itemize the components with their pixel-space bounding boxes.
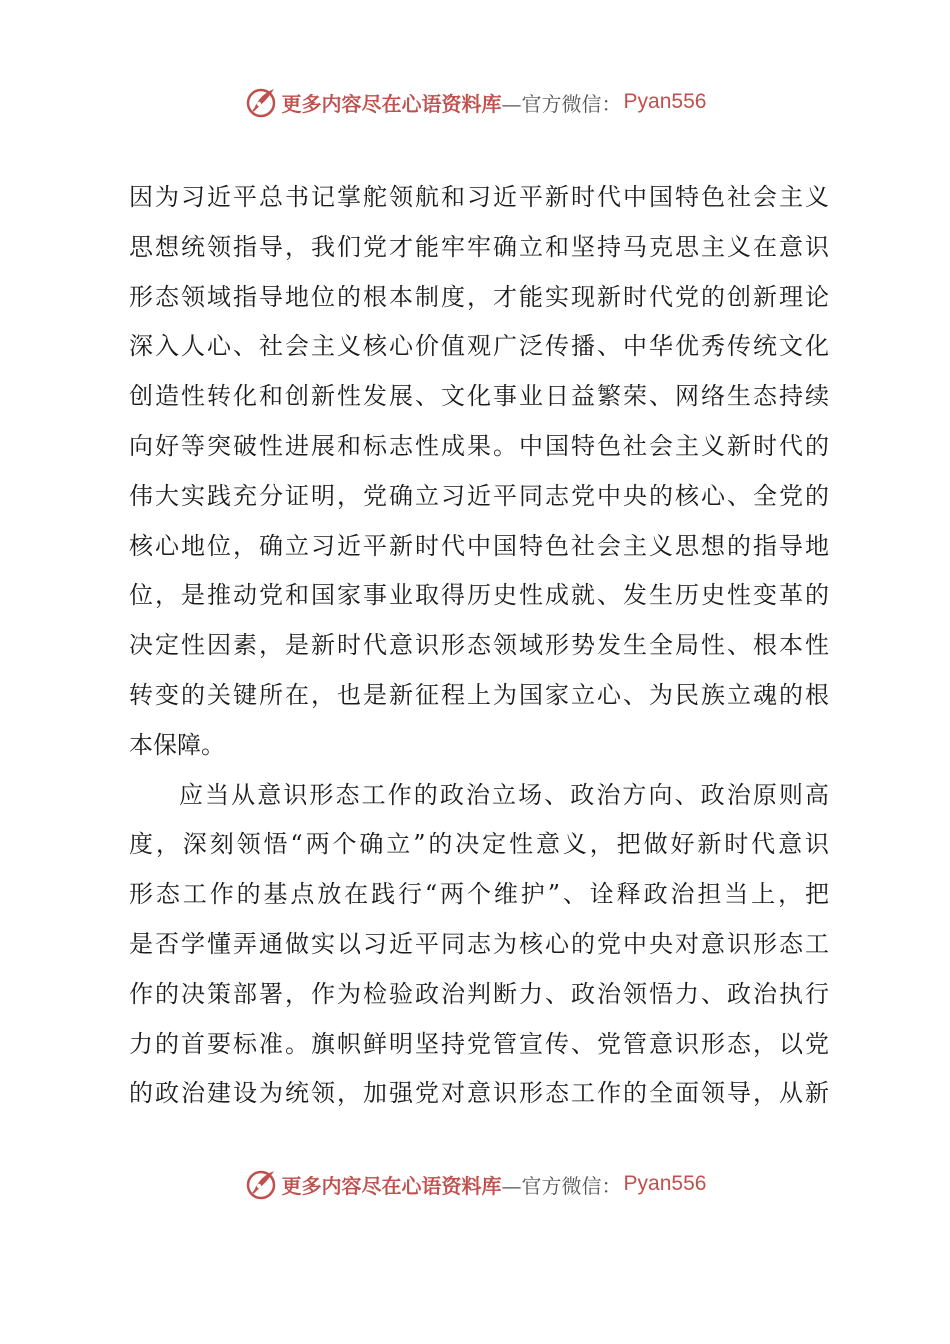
text-line: 的政治建设为统领，加强党对意识形态工作的全面领导，从新 — [129, 1079, 829, 1108]
text-line: 创造性转化和创新性发展、文化事业日益繁荣、网络生态持续 — [129, 382, 829, 411]
watermark-wechat-id: Pyan556 — [623, 1172, 707, 1195]
text-line: 本保障。 — [129, 730, 225, 759]
text-line: 度，深刻领悟“两个确立”的决定性意义，把做好新时代意识 — [129, 830, 829, 859]
text-line: 是否学懂弄通做实以习近平同志为核心的党中央对意识形态工 — [129, 929, 829, 958]
text-line: 核心地位，确立习近平新时代中国特色社会主义思想的指导地 — [129, 531, 829, 560]
text-line: 形态工作的基点放在践行“两个维护”、诠释政治担当上，把 — [129, 880, 829, 909]
text-line: 深入人心、社会主义核心价值观广泛传播、中华优秀传统文化 — [129, 332, 829, 361]
text-line: 作的决策部署，作为检验政治判断力、政治领悟力、政治执行 — [129, 979, 829, 1008]
quill-logo-icon — [244, 85, 278, 119]
text-line: 位，是推动党和国家事业取得历史性成就、发生历史性变革的 — [129, 581, 829, 610]
text-line: 向好等突破性进展和标志性成果。中国特色社会主义新时代的 — [129, 431, 829, 460]
text-line: 伟大实践充分证明，党确立习近平同志党中央的核心、全党的 — [129, 481, 829, 510]
paragraph-1 — [129, 173, 829, 771]
watermark-wechat-label: —官方微信： — [501, 91, 622, 116]
text-line: 形态领域指导地位的根本制度，才能实现新时代党的创新理论 — [129, 282, 829, 311]
watermark-wechat-id: Pyan556 — [623, 90, 707, 113]
header-watermark — [0, 80, 950, 124]
text-line: 应当从意识形态工作的政治立场、政治方向、政治原则高 — [179, 780, 829, 809]
watermark-brand: 更多内容尽在心语资料库 — [281, 91, 502, 116]
text-line: 力的首要标准。旗帜鲜明坚持党管宣传、党管意识形态，以党 — [129, 1029, 829, 1058]
text-line: 因为习近平总书记掌舵领航和习近平新时代中国特色社会主义 — [129, 183, 829, 211]
text-line: 决定性因素，是新时代意识形态领域形势发生全局性、根本性 — [129, 631, 829, 660]
quill-logo-icon — [244, 1167, 278, 1201]
watermark-wechat-label: —官方微信： — [501, 1173, 622, 1198]
text-line: 思想统领指导，我们党才能牢牢确立和坚持马克思主义在意识 — [129, 232, 829, 261]
paragraph-2 — [129, 771, 829, 1120]
footer-watermark — [0, 1162, 950, 1206]
watermark-brand: 更多内容尽在心语资料库 — [281, 1173, 502, 1198]
document-body — [129, 173, 829, 1119]
text-line: 转变的关键所在，也是新征程上为国家立心、为民族立魂的根 — [129, 680, 829, 709]
